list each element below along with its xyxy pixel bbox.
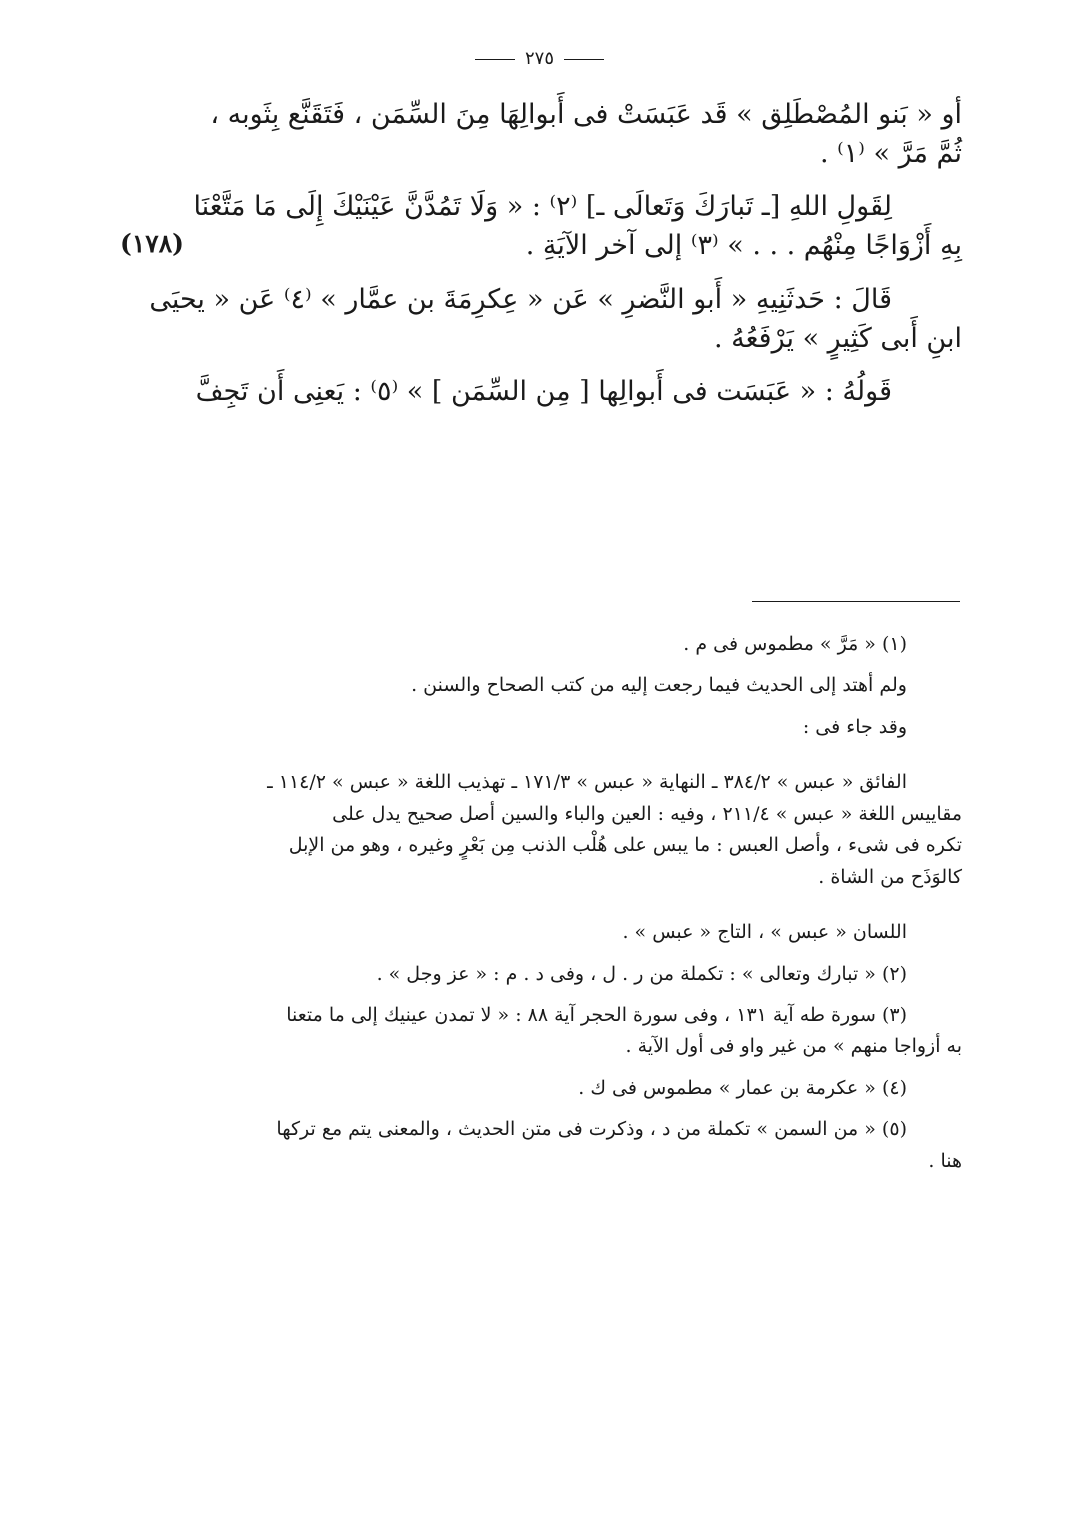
page-number	[0, 48, 1079, 69]
footnote-1-refs-line-1: الفائق « عبس » ٣٨٤/٢ ـ النهاية « عبس » ١٧١/٣ ـ تهذيب اللغة « عبس » ١١٤/٢ ـ	[267, 771, 907, 794]
main-line-4	[120, 226, 962, 265]
dash-left	[564, 59, 604, 60]
main-line-3: لِقَولِ اللهِ [ـ تَبارَكَ وَتَعالَى ـ] ⁽٢⁾ : « وَلَا تَمُدَّنَّ عَيْنَيْكَ إِلَى مَا مَتَّعْنَا	[193, 191, 892, 223]
main-line-4-text: بِهِ أَزْوَاجًا مِنْهُم . . . » ⁽٣⁾ إلى آخر الآيَةِ .	[525, 230, 962, 262]
footnote-3-line-2: به أزواجا منهم » من غير واو فى أول الآية .	[625, 1035, 962, 1058]
main-line-5: قَالَ : حَدثَنِيهِ « أَبو النَّضرِ » عَن « عِكرِمَةَ بن عمَّار » ⁽٤⁾ عَن « يحيَى	[149, 283, 892, 315]
footnote-1-note-2: وقد جاء فى :	[802, 715, 907, 738]
footnote-1-note-1: ولم أهتد إلى الحديث فيما رجعت إليه من كتب الصحاح والسنن .	[411, 674, 907, 697]
footnote-1: (١) « مَرَّ » مطموس فى م .	[683, 633, 907, 655]
main-text	[120, 95, 962, 411]
footnote-separator	[752, 601, 960, 602]
footnote-3-line-1: (٣) سورة طه آية ١٣١ ، وفى سورة الحجر آية ٨٨ : « لا تمدن عينيك إلى ما متعنا	[286, 1003, 907, 1026]
footnote-5-line-1: (٥) « من السمن » تكملة من د ، وذكرت فى متن الحديث ، والمعنى يتم مع تركها	[276, 1118, 907, 1141]
main-line-2: ثُمَّ مَرَّ » ⁽١⁾ .	[819, 138, 962, 170]
footnote-1-refs-line-4: كالوَذَح من الشاة .	[818, 865, 962, 888]
footnote-4: (٤) « عكرمة بن عمار » مطموس فى ك .	[578, 1076, 907, 1099]
footnotes	[120, 630, 962, 1188]
footnote-2: (٢) « تبارك وتعالى » : تكملة من ر . ل ، وفى د . م : « عز وجل » .	[376, 962, 907, 985]
footnote-5-line-2: هنا .	[928, 1149, 962, 1172]
footnote-1-refs-line-3: تكره فى شىء ، وأصل العبس : ما يبس على هُلْب الذنب مِن بَعْرٍ وغيره ، وهو من الإبل	[288, 834, 962, 857]
main-line-6: ابنِ أَبى كَثِيرٍ » يَرْفَعُهُ .	[714, 322, 962, 354]
main-line-7: قَولُهُ : « عَبَسَت فى أَبوالِها [ مِن السِّمَن ] » ⁽٥⁾ : يَعنِى أَن تَجِفَّ	[195, 375, 892, 407]
footnote-1-refs-line-5: اللسان « عبس » ، التاج « عبس » .	[622, 921, 907, 944]
dash-right	[475, 59, 515, 60]
verse-number: (١٧٨)	[120, 229, 184, 259]
page-number-value: ٢٧٥	[524, 48, 554, 69]
footnote-1-refs-line-2: مقاييس اللغة « عبس » ٢١١/٤ ، وفيه : العين والباء والسين أصل صحيح يدل على	[332, 802, 962, 825]
main-line-1: أو « بَنو المُصْطَلِق » قَد عَبَسَتْ فى أَبوالِهَا مِنَ السِّمَن ، فَتَقَنَّع بِثَوبه ،	[210, 99, 962, 130]
